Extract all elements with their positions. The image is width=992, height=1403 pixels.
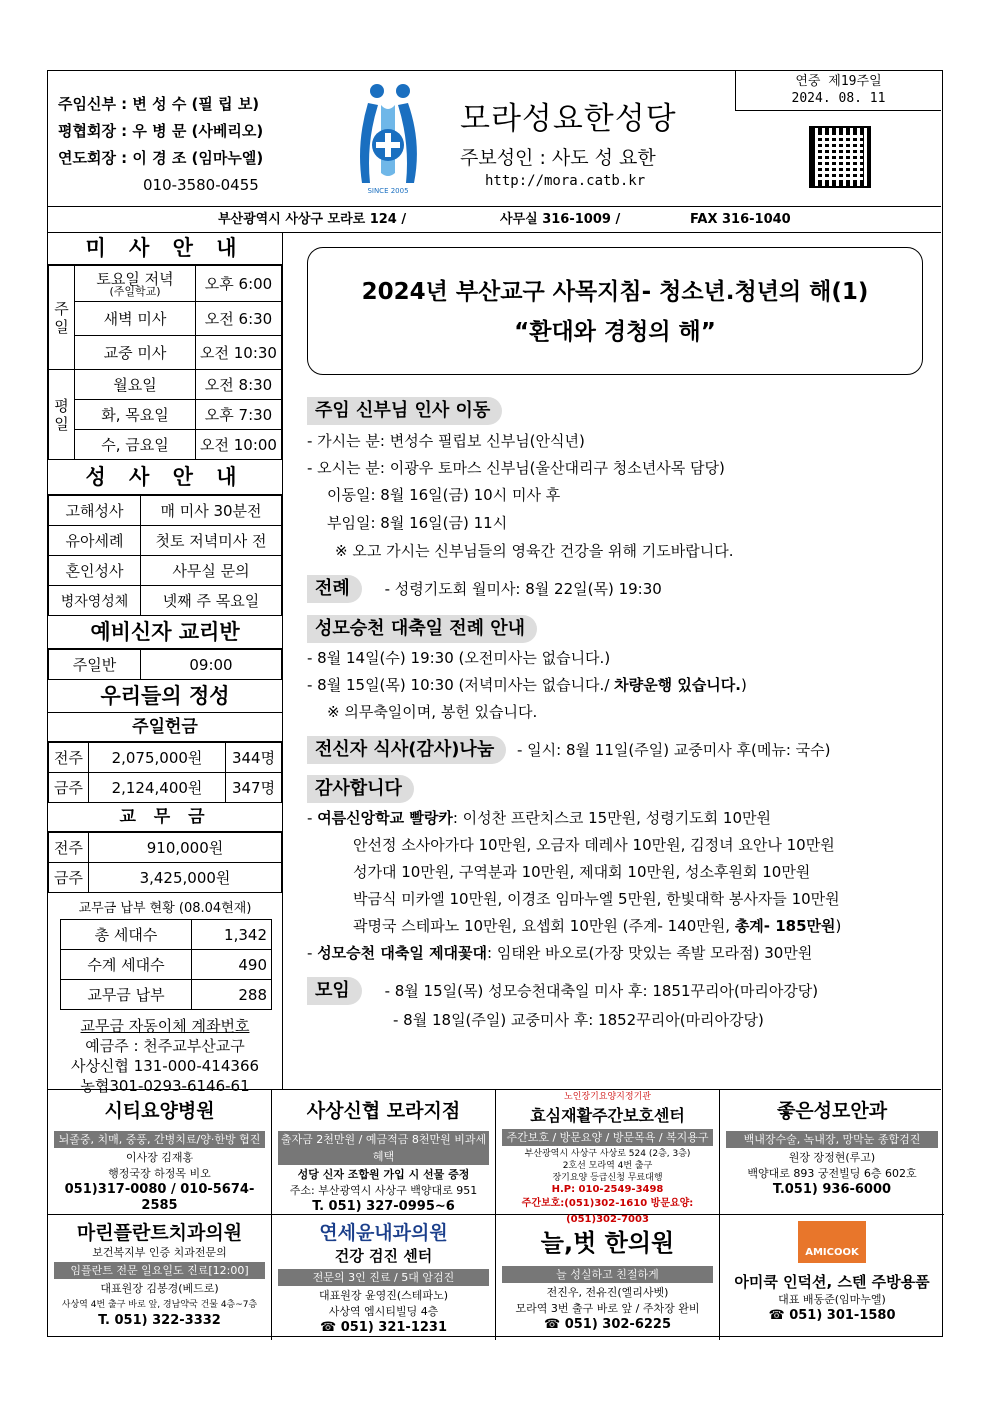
section-meeting: 모임 bbox=[307, 977, 362, 1005]
parish-logo-icon bbox=[348, 83, 428, 195]
staff-pastor: 주임신부 : 변 성 수 (필 립 보) bbox=[58, 95, 260, 113]
sacrament-name: 고해성사 bbox=[49, 496, 141, 526]
main-subtitle: “환대와 경청의 해” bbox=[514, 319, 716, 345]
text-line: - 8월 15일(목) 10:30 (저녁미사는 없습니다./ 차량운행 있습니다.) bbox=[307, 676, 747, 694]
status-label: 수계 세대수 bbox=[61, 950, 192, 980]
mass-table bbox=[48, 265, 282, 460]
status-label: 교무금 납부 bbox=[61, 980, 192, 1010]
text-line: 안선정 소사아가다 10만원, 오금자 데레사 10만원, 김정녀 요안나 10만원 bbox=[353, 836, 835, 854]
mass-time: 오후 7:30 bbox=[196, 400, 282, 430]
logo-since-text: SINCE 2005 bbox=[367, 187, 409, 195]
amicook-logo: AMICOOK bbox=[798, 1221, 866, 1263]
due-week: 전주 bbox=[49, 833, 89, 863]
text-line: ※ 의무축일이며, 봉헌 있습니다. bbox=[327, 703, 538, 721]
due-title: 교 무 금 bbox=[48, 803, 282, 832]
account-line: 농협301-0293-6146-61 bbox=[80, 1077, 250, 1095]
due-status-title: 교무금 납부 현황 (08.04현재) bbox=[78, 901, 252, 916]
staff-legion: 연도회장 : 이 경 조 (임마누엘) bbox=[58, 149, 264, 167]
header bbox=[48, 71, 941, 207]
ad-marine-dental[interactable]: 마린플란트치과의원 보건복지부 인증 치과전문의 임플란트 전문 일요일도 진료[12:00] 대표원장 김봉경(베드로) 사상역 4번 출구 바로 앞, 경남약국 건물 4층~7층 T. 051) 322-3332 bbox=[48, 1215, 272, 1340]
offering-amount: 2,075,000원 bbox=[89, 743, 226, 773]
text-line: - 성령기도회 월미사: 8월 22일(목) 19:30 bbox=[384, 580, 662, 598]
ad-neulbeot-clinic[interactable]: 늘,벗 한의원 늘 성실하고 친절하게 전진우, 전유진(엘리사벳) 모라역 3번 출구 바로 앞 / 주차장 완비 ☎ 051) 302-6225 bbox=[496, 1215, 720, 1340]
ad-sasang-credit[interactable]: 사상신협 모라지점 출자금 2천만원 / 예금적금 8천만원 비과세 혜택 성당 신자 조합원 가입 시 선물 증정 주소: 부산광역시 사상구 백양대로 951 T. 051) 327-0995~6 bbox=[272, 1090, 496, 1215]
liturgical-week-box bbox=[735, 71, 941, 111]
status-label: 총 세대수 bbox=[61, 920, 192, 950]
offering-count: 347명 bbox=[226, 773, 282, 803]
ad-hyosim-center[interactable]: 노인장기요양지정기관 효심재활주간보호센터 주간보호 / 방문요양 / 방문목욕 / 복지용구 부산광역시 사상구 사상로 524 (2층, 3층) 2호선 모라역 4번 출구 장기요양 등급신청 무료대행 H.P: 010-2549-3498 주간보호:(051)302-1610 방문요양:(051)302-7003 bbox=[496, 1090, 720, 1215]
ad-yonsei-clinic[interactable]: 연세윤내과의원 건강 검진 센터 전문의 3인 진료 / 5대 암검진 대표원장 윤영진(스테파노) 사상역 엠시티빌딩 4층 ☎ 051) 321-1231 bbox=[272, 1215, 496, 1340]
offering-title: 우리들의 정성 bbox=[48, 680, 282, 713]
bulletin-page bbox=[47, 70, 943, 1337]
due-amount: 910,000원 bbox=[89, 833, 282, 863]
due-table bbox=[48, 832, 282, 893]
patron-saint: 주보성인 : 사도 성 요한 bbox=[460, 147, 656, 169]
catechumen-table bbox=[48, 649, 282, 680]
sacrament-table bbox=[48, 495, 282, 616]
status-value: 1,342 bbox=[192, 920, 272, 950]
account-info bbox=[48, 1016, 282, 1096]
text-line: - 성모승천 대축일 제대꽃대: 임태완 바오로(가장 맛있는 족발 모라점) 30만원 bbox=[307, 944, 813, 962]
mass-time: 오전 6:30 bbox=[196, 302, 282, 336]
sacrament-title: 성 사 안 내 bbox=[48, 460, 282, 495]
offering-count: 344명 bbox=[226, 743, 282, 773]
main-title: 2024년 부산교구 사목지침- 청소년.청년의 해(1) bbox=[361, 279, 869, 305]
sacrament-info: 첫토 저녁미사 전 bbox=[141, 526, 282, 556]
sacrament-name: 유아세례 bbox=[49, 526, 141, 556]
bulletin-date: 2024. 08. 11 bbox=[791, 91, 886, 106]
right-column bbox=[285, 233, 941, 1089]
catechumen-label: 주일반 bbox=[49, 650, 141, 680]
weekday-label: 평일 bbox=[49, 370, 75, 460]
account-title: 교무금 자동이체 계좌번호 bbox=[80, 1017, 250, 1035]
sunday-offering-table bbox=[48, 742, 282, 803]
section-thanks: 감사합니다 bbox=[307, 775, 414, 803]
section-priest-transfer: 주임 신부님 인사 이동 bbox=[307, 397, 502, 425]
mass-name: 월요일 bbox=[75, 370, 196, 400]
text-line: ※ 오고 가시는 신부님들의 영육간 건강을 위해 기도바랍니다. bbox=[335, 542, 734, 560]
due-week: 금주 bbox=[49, 863, 89, 893]
text-line: - 8월 14일(수) 19:30 (오전미사는 없습니다.) bbox=[307, 649, 611, 667]
mass-time: 오후 6:00 bbox=[196, 266, 282, 302]
due-amount: 3,425,000원 bbox=[89, 863, 282, 893]
text-line: - 가시는 분: 변성수 필립보 신부님(안식년) bbox=[307, 432, 585, 450]
staff-council: 평협회장 : 우 병 문 (사베리오) bbox=[58, 122, 264, 140]
mass-time: 오전 8:30 bbox=[196, 370, 282, 400]
parish-url[interactable]: http://mora.catb.kr bbox=[485, 173, 646, 189]
offering-amount: 2,124,400원 bbox=[89, 773, 226, 803]
mass-time: 오전 10:00 bbox=[196, 430, 282, 460]
fax-number: FAX 316-1040 bbox=[690, 212, 791, 227]
section-assumption: 성모승천 대축일 전례 안내 bbox=[307, 615, 537, 643]
liturgical-week: 연중 제19주일 bbox=[795, 74, 882, 89]
text-line: - 일시: 8월 11일(주일) 교중미사 후(메뉴: 국수) bbox=[517, 741, 831, 759]
text-line: - 여름신앙학교 빨랑카: 이성찬 프란치스코 15만원, 성령기도회 10만원 bbox=[307, 809, 771, 827]
ad-good-eye-clinic[interactable]: 좋은성모안과 백내장수술, 녹내장, 망막눈 종합검진 원장 장정현(루고) 백양대로 893 궁전빌딩 6층 602호 T.051) 936-6000 bbox=[720, 1090, 944, 1215]
text-line: 부임일: 8월 16일(금) 11시 bbox=[327, 514, 508, 532]
mass-name: 토요일 저녁 (주일학교) bbox=[75, 266, 196, 302]
mass-name: 수, 금요일 bbox=[75, 430, 196, 460]
left-column bbox=[48, 233, 283, 1095]
text-line: - 8월 18일(주일) 교중미사 후: 1852꾸리아(마리아강당) bbox=[393, 1011, 764, 1029]
ad-amicook[interactable]: AMICOOK 아미쿡 인덕션, 스텐 주방용품 대표 배동준(임마누엘) ☎ 051) 301-1580 bbox=[720, 1215, 944, 1340]
qr-code-icon[interactable] bbox=[809, 126, 871, 188]
sacrament-name: 혼인성사 bbox=[49, 556, 141, 586]
mass-name: 교중 미사 bbox=[75, 336, 196, 370]
sacrament-info: 사무실 문의 bbox=[141, 556, 282, 586]
offering-week: 금주 bbox=[49, 773, 89, 803]
account-line: 예금주 : 천주교부산교구 bbox=[85, 1037, 245, 1055]
ad-city-hospital[interactable]: 시티요양병원 뇌졸중, 치매, 중풍, 간병치료/양·한방 협진 이사장 김재홍 행정국장 하정목 비오 051)317-0080 / 010-5674-2585 bbox=[48, 1090, 272, 1215]
catechumen-time: 09:00 bbox=[141, 650, 282, 680]
office-phone: 사무실 316-1009 / bbox=[500, 212, 621, 227]
due-status-table bbox=[60, 919, 272, 1010]
mass-title: 미 사 안 내 bbox=[48, 233, 282, 265]
text-line: - 8월 15일(목) 성모승천대축일 미사 후: 1851꾸리아(마리아강당) bbox=[384, 982, 819, 1000]
staff-phone: 010-3580-0455 bbox=[143, 176, 259, 194]
text-line: 성가대 10만원, 구역분과 10만원, 제대회 10만원, 성소후원회 10만원 bbox=[353, 863, 811, 881]
account-line: 사상신협 131-000-414366 bbox=[70, 1057, 260, 1075]
text-line: 곽명국 스테파노 10만원, 요셉회 10만원 (주계- 140만원, 총계- 185만원) bbox=[353, 917, 842, 935]
address-bar bbox=[48, 207, 941, 233]
mass-name: 화, 목요일 bbox=[75, 400, 196, 430]
sacrament-name: 병자영성체 bbox=[49, 586, 141, 616]
text-line: 박금식 미카엘 10만원, 이경조 임마누엘 5만원, 한빛대학 봉사자들 10만원 bbox=[353, 890, 840, 908]
staff-list bbox=[58, 91, 263, 199]
status-value: 490 bbox=[192, 950, 272, 980]
section-meal-sharing: 전신자 식사(감사)나눔 bbox=[307, 736, 506, 764]
catechumen-title: 예비신자 교리반 bbox=[48, 616, 282, 649]
parish-name: 모라성요한성당 bbox=[460, 101, 677, 137]
text-line: 이동일: 8월 16일(금) 10시 미사 후 bbox=[327, 486, 561, 504]
sunday-offering-title: 주일헌금 bbox=[48, 713, 282, 742]
mass-time: 오전 10:30 bbox=[196, 336, 282, 370]
section-liturgy: 전례 bbox=[307, 575, 362, 603]
pastoral-guideline-box bbox=[307, 247, 923, 375]
sacrament-info: 매 미사 30분전 bbox=[141, 496, 282, 526]
sunday-label: 주일 bbox=[49, 266, 75, 370]
sacrament-info: 넷째 주 목요일 bbox=[141, 586, 282, 616]
mass-name: 새벽 미사 bbox=[75, 302, 196, 336]
ads-section bbox=[48, 1089, 941, 1338]
status-value: 288 bbox=[192, 980, 272, 1010]
offering-week: 전주 bbox=[49, 743, 89, 773]
text-line: - 오시는 분: 이광우 토마스 신부님(울산대리구 청소년사목 담당) bbox=[307, 459, 725, 477]
address-text: 부산광역시 사상구 모라로 124 / bbox=[218, 212, 407, 227]
